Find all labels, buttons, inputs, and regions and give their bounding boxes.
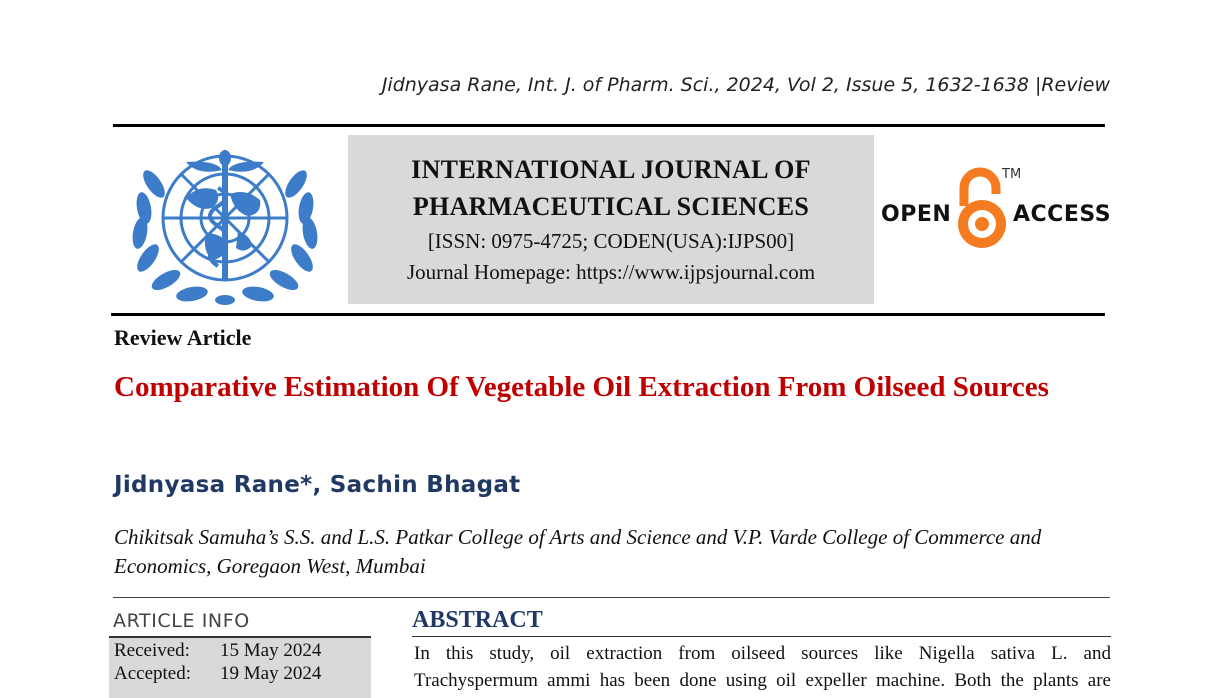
trademark-mark: TM	[1002, 167, 1022, 182]
received-date: 15 May 2024	[220, 640, 322, 661]
journal-homepage: Journal Homepage: https://www.ijpsjournal.com	[406, 260, 816, 284]
article-type: Review Article	[114, 325, 252, 350]
article-title: Comparative Estimation Of Vegetable Oil Extraction From Oilseed Sources	[114, 371, 1049, 403]
abstract-text	[414, 640, 1111, 694]
received-label: Received:	[114, 640, 190, 661]
open-access-access-text: ACCESS	[1013, 202, 1112, 227]
article-info-heading: ARTICLE INFO	[113, 610, 250, 632]
article-authors: Jidnyasa Rane*, Sachin Bhagat	[114, 472, 521, 498]
emblem-logo	[126, 138, 324, 306]
abstract-rule	[412, 636, 1111, 637]
author-affiliation: Chikitsak Samuha’s S.S. and L.S. Patkar College of Arts and Science and V.P. Varde College of Commerce and Economics, Goregaon West, Mumbai	[114, 525, 1042, 578]
accepted-date: 19 May 2024	[220, 663, 322, 684]
abstract-line-1: In this study, oil extraction from oilseed sources like Nigella sativa L. and	[414, 643, 1111, 664]
abstract-line-2: Trachyspermum ammi has been done using oil expeller machine. Both the plants are	[414, 670, 1111, 691]
accepted-label: Accepted:	[114, 663, 192, 684]
section-divider	[113, 597, 1110, 598]
accepted-row	[114, 663, 321, 685]
article-info-box	[109, 638, 371, 698]
journal-name-line2: PHARMACEUTICAL SCIENCES	[412, 192, 810, 221]
running-citation: Jidnyasa Rane, Int. J. of Pharm. Sci., 2024, Vol 2, Issue 5, 1632-1638 |Review	[381, 74, 1110, 96]
journal-name	[348, 151, 874, 225]
header-rule-bottom	[111, 313, 1105, 316]
journal-masthead	[348, 135, 874, 304]
header-rule-top	[113, 124, 1105, 127]
abstract-heading: ABSTRACT	[412, 607, 543, 633]
journal-name-line1: INTERNATIONAL JOURNAL OF	[411, 155, 811, 184]
received-row	[114, 640, 321, 662]
open-access-open-text: OPEN	[881, 202, 952, 227]
journal-issn: [ISSN: 0975-4725; CODEN(USA):IJPS00]	[427, 229, 795, 253]
open-access-logo	[880, 164, 1110, 256]
